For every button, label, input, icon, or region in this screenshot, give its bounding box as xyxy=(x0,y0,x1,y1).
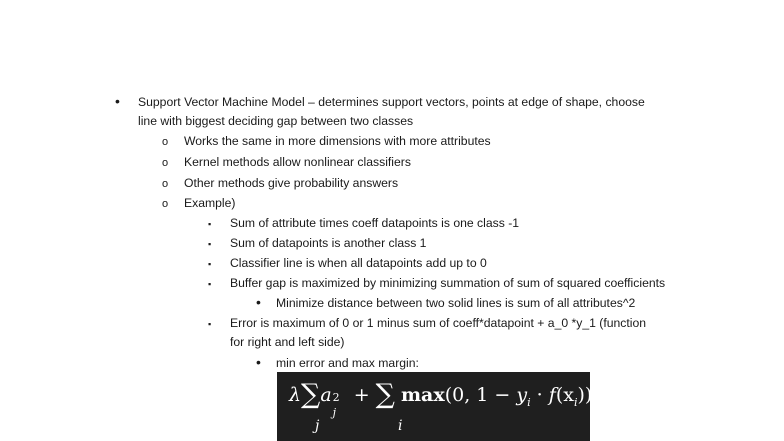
formula-close: )) xyxy=(577,384,593,406)
formula-a: a xyxy=(320,384,332,406)
item-buffer-gap: Buffer gap is maximized by minimizing summation of sum of squared coefficients xyxy=(230,276,666,290)
square-bullet-marker: ▪ xyxy=(208,219,212,229)
item-error-definition: Error is maximum of 0 or 1 minus sum of coeff*datapoint + a_0 *y_1 (function xyxy=(230,316,647,330)
formula-sigma-j: ∑ xyxy=(301,379,321,410)
sub-bullet-dimensions: Works the same in more dimensions with more attributes xyxy=(184,134,491,148)
formula-x-sub: i xyxy=(573,395,578,409)
sub-bullet-marker: o xyxy=(162,178,169,190)
bullet-marker: • xyxy=(115,93,120,109)
svm-objective-formula xyxy=(277,372,593,441)
formula-max: max xyxy=(400,384,445,406)
sub-bullet-marker: o xyxy=(162,136,169,148)
item-min-error-max-margin: min error and max margin: xyxy=(276,356,419,370)
square-bullet-marker: ▪ xyxy=(208,319,212,329)
formula-index-j: j xyxy=(315,418,320,434)
formula-a-sub: j xyxy=(332,406,337,419)
formula-expression xyxy=(289,379,593,419)
formula-dot: · xyxy=(530,384,549,406)
sub-bullet-example: Example) xyxy=(184,196,236,210)
formula-args: (0, 1 − xyxy=(444,384,517,406)
formula-y: y xyxy=(516,384,528,406)
bullet-marker: • xyxy=(256,354,261,370)
formula-index-i: i xyxy=(398,418,403,434)
item-class-minus-one: Sum of attribute times coeff datapoints is one class -1 xyxy=(230,216,520,230)
formula-fx: (x xyxy=(555,384,574,406)
item-minimize-distance: Minimize distance between two solid lines is sum of all attributes^2 xyxy=(276,296,636,310)
item-classifier-line: Classifier line is when all datapoints add up to 0 xyxy=(230,256,487,270)
bullet-svm-model: Support Vector Machine Model – determines support vectors, points at edge of shape, choose xyxy=(138,95,645,109)
item-class-one: Sum of datapoints is another class 1 xyxy=(230,236,427,250)
bullet-svm-model-cont: line with biggest deciding gap between two classes xyxy=(138,114,414,128)
square-bullet-marker: ▪ xyxy=(208,239,212,249)
formula-plus: + xyxy=(353,384,370,406)
formula-f: f xyxy=(548,384,556,406)
formula-lambda: λ xyxy=(289,384,302,406)
square-bullet-marker: ▪ xyxy=(208,259,212,269)
sub-bullet-marker: o xyxy=(162,157,169,169)
sub-bullet-kernel: Kernel methods allow nonlinear classifiers xyxy=(184,155,411,169)
item-error-definition-cont: for right and left side) xyxy=(230,335,345,349)
bullet-marker: • xyxy=(256,294,261,310)
sub-bullet-probability: Other methods give probability answers xyxy=(184,176,399,190)
formula-a-sup: 2 xyxy=(332,391,340,404)
sub-bullet-marker: o xyxy=(162,198,169,210)
formula-y-sub: i xyxy=(527,395,531,409)
formula-sigma-i: ∑ xyxy=(375,379,395,410)
square-bullet-marker: ▪ xyxy=(208,279,212,289)
